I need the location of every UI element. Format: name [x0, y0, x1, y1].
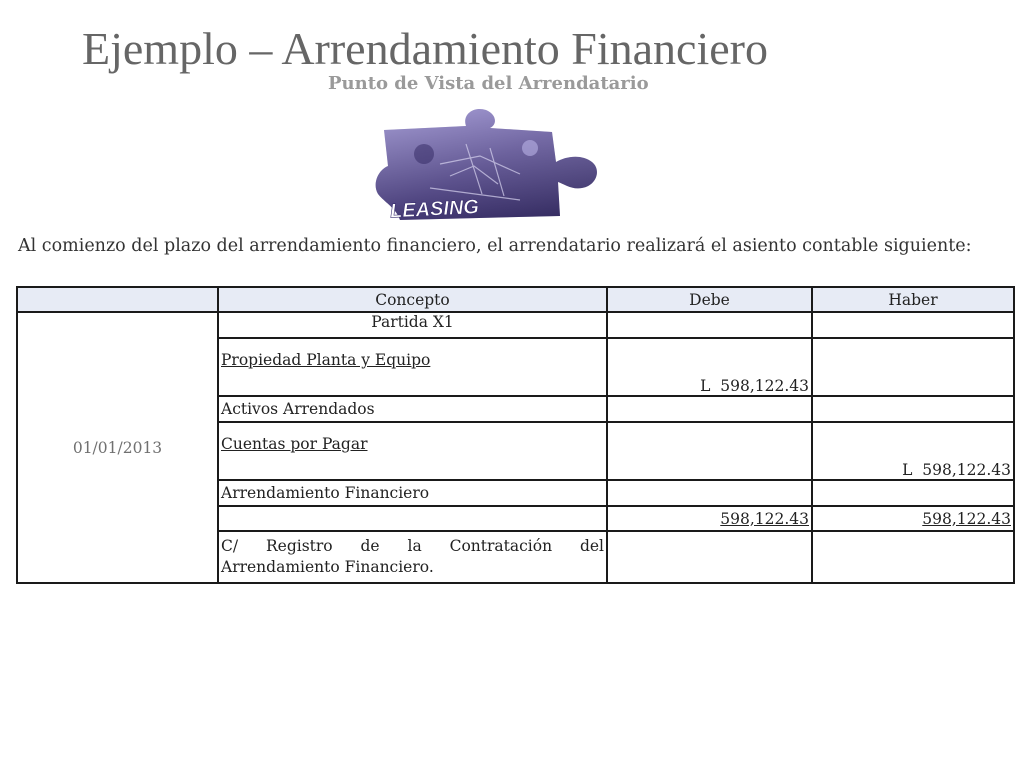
haber-cell: [812, 531, 1014, 583]
haber-cell: L 598,122.43: [812, 422, 1014, 480]
debe-cell: L 598,122.43: [607, 338, 812, 396]
intro-paragraph: Al comienzo del plazo del arrendamiento financiero, el arrendatario realizará el asiento contable siguiente:: [18, 236, 972, 256]
concepto-cell: Cuentas por Pagar: [218, 422, 607, 480]
concepto-cell: Arrendamiento Financiero: [218, 480, 607, 506]
total-haber: 598,122.43: [812, 506, 1014, 531]
header-haber: Haber: [812, 287, 1014, 312]
debe-cell: [607, 396, 812, 422]
slide-title: Ejemplo – Arrendamiento Financiero: [82, 23, 768, 74]
slide-subtitle: Punto de Vista del Arrendatario: [328, 73, 649, 94]
haber-cell: [812, 396, 1014, 422]
haber-cell: [812, 480, 1014, 506]
concepto-cell: Propiedad Planta y Equipo: [218, 338, 607, 396]
journal-entry-table: [16, 286, 1015, 584]
haber-cell: [812, 312, 1014, 338]
entry-date: 01/01/2013: [17, 312, 218, 583]
header-concepto: Concepto: [218, 287, 607, 312]
concepto-cell: Activos Arrendados: [218, 396, 607, 422]
haber-cell: [812, 338, 1014, 396]
concepto-cell: [218, 506, 607, 531]
partida-label: Partida X1: [218, 312, 607, 338]
header-date: [17, 287, 218, 312]
table-header-row: [17, 287, 1014, 312]
total-debe: 598,122.43: [607, 506, 812, 531]
leasing-puzzle-image: [370, 104, 632, 224]
table-row: [17, 312, 1014, 338]
leasing-label: LEASING: [389, 196, 480, 223]
debe-cell: [607, 312, 812, 338]
header-debe: Debe: [607, 287, 812, 312]
debe-cell: [607, 480, 812, 506]
entry-description: C/ Registro de la Contratación del Arrendamiento Financiero.: [218, 531, 607, 583]
debe-cell: [607, 531, 812, 583]
debe-cell: [607, 422, 812, 480]
